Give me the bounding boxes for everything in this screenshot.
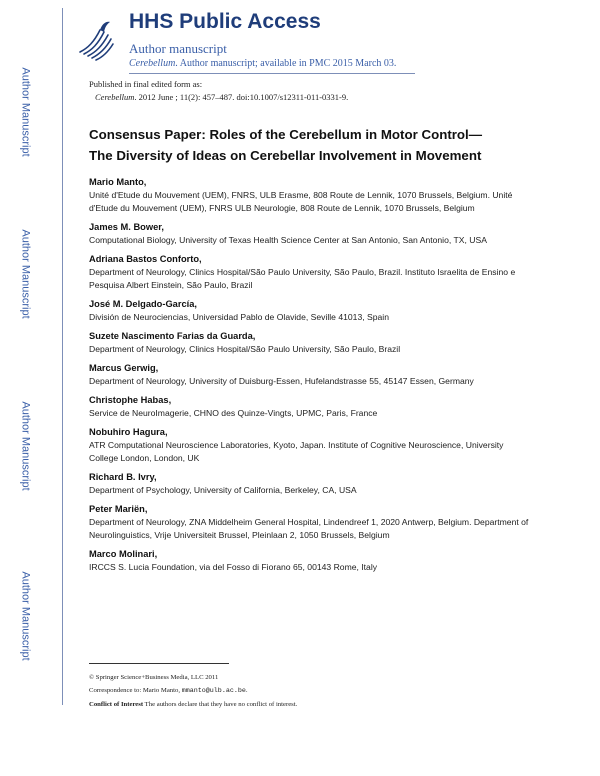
author-affiliation: Department of Neurology, University of Duisburg-Essen, Hufelandstrasse 55, 45147 Essen, Germany (89, 376, 474, 386)
author-entry: James M. Bower, Computational Biology, University of Texas Health Science Center at San Antonio, San Antonio, TX, USA (89, 221, 529, 247)
author-manuscript-subtitle: Author manuscript (129, 41, 227, 56)
author-affiliation: Department of Neurology, Clinics Hospital/São Paulo University, São Paulo, Brazil (89, 344, 401, 354)
author-affiliation: Department of Neurology, Clinics Hospital/São Paulo University, São Paulo, Brazil. Instituto Israelita de Ensino e Pesquisa Albert Einstein, São Paulo, Brazil (89, 267, 516, 290)
author-name: Peter Mariën (89, 504, 145, 514)
citation-details: . 2012 June ; 11(2): 457–487. doi:10.1007/s12311-011-0331-9. (134, 92, 349, 102)
sidebar-author-manuscript-label: Author Manuscript (20, 67, 33, 157)
sidebar-author-manuscript-label: Author Manuscript (20, 571, 33, 661)
author-name: Marcus Gerwig (89, 363, 156, 373)
author-name: Christophe Habas (89, 395, 169, 405)
hhs-public-access-title: HHS Public Access (129, 10, 321, 33)
copyright-notice: © Springer Science+Business Media, LLC 2011 (89, 674, 219, 681)
author-affiliation: Department of Neurology, ZNA Middelheim General Hospital, Lindendreef 1, 2020 Antwerp, Belgium. Department of Neurolinguistics, Vrije Universiteit Brussel, Pleinlaan 2, 1050 Brussels, Belgium (89, 517, 529, 540)
author-entry: Christophe Habas, Service de NeuroImagerie, CHNO des Quinze-Vingts, UPMC, Paris, France (89, 394, 529, 420)
conflict-text: The authors declare that they have no conflict of interest. (143, 701, 298, 708)
header-rule (129, 73, 415, 74)
sidebar-author-manuscript-label: Author Manuscript (20, 401, 33, 491)
conflict-of-interest (89, 698, 297, 711)
author-affiliation: Department of Psychology, University of California, Berkeley, CA, USA (89, 485, 357, 495)
correspondence-email[interactable]: mmanto@ulb.ac.be (181, 687, 246, 695)
paper-title-line: The Diversity of Ideas on Cerebellar Involvement in Movement (89, 148, 482, 163)
availability-line (129, 58, 396, 69)
availability-text: . Author manuscript; available in PMC 2015 March 03. (175, 58, 397, 69)
sidebar-divider (62, 8, 63, 705)
footnote-rule (89, 663, 229, 664)
author-name: Suzete Nascimento Farias da Guarda (89, 331, 253, 341)
paper-title-line: Consensus Paper: Roles of the Cerebellum in Motor Control— (89, 127, 483, 142)
correspondence-suffix: . (245, 687, 248, 694)
conflict-label: Conflict of Interest (89, 701, 144, 708)
sidebar-author-manuscript-label: Author Manuscript (20, 229, 33, 319)
author-affiliation: IRCCS S. Lucia Foundation, via del Fosso di Fiorano 65, 00143 Rome, Italy (89, 562, 378, 572)
author-entry: Marco Molinari, IRCCS S. Lucia Foundation, via del Fosso di Fiorano 65, 00143 Rome, Italy (89, 548, 529, 574)
author-entry: Marcus Gerwig, Department of Neurology, University of Duisburg-Essen, Hufelandstrasse 55, 45147 Essen, Germany (89, 362, 529, 388)
citation (89, 91, 348, 104)
author-name: José M. Delgado-García (89, 299, 195, 309)
author-name: Adriana Bastos Conforto (89, 254, 200, 264)
correspondence-prefix: Correspondence to: Mario Manto, (89, 687, 182, 694)
author-affiliation: Unité d'Etude du Mouvement (UEM), FNRS, ULB Erasme, 808 Route de Lennik, 1070 Brussels, Belgium. Unité d'Etude du Mouvement (UEM), FNRS ULB Neurologie, 808 Route de Lennik, 1070 Brussels, Belgium (89, 190, 513, 213)
published-label: Published in final edited form as: (89, 79, 203, 89)
author-entry: Adriana Bastos Conforto, Department of Neurology, Clinics Hospital/São Paulo University, São Paulo, Brazil. Instituto Israelita de Ensino e Pesquisa Albert Einstein, São Paulo, Brazil (89, 253, 529, 292)
author-entry: Suzete Nascimento Farias da Guarda, Department of Neurology, Clinics Hospital/São Paulo University, São Paulo, Brazil (89, 330, 529, 356)
paper-title (89, 124, 519, 166)
author-name: Mario Manto (89, 177, 144, 187)
author-entry: José M. Delgado-García, División de Neurociencias, Universidad Pablo de Olavide, Seville 41013, Spain (89, 298, 529, 324)
author-name: Nobuhiro Hagura (89, 427, 165, 437)
author-entry: Mario Manto, Unité d'Etude du Mouvement (UEM), FNRS, ULB Erasme, 808 Route de Lennik, 1070 Brussels, Belgium. Unité d'Etude du Mouvement (UEM), FNRS ULB Neurologie, 808 Route de Lennik, 1070 Brussels, Belgium (89, 176, 529, 215)
author-list (89, 176, 529, 580)
correspondence (89, 684, 297, 698)
author-name: James M. Bower (89, 222, 162, 232)
publication-info (89, 78, 348, 104)
footnotes (89, 671, 297, 711)
author-name: Richard B. Ivry (89, 472, 154, 482)
author-entry: Peter Mariën, Department of Neurology, ZNA Middelheim General Hospital, Lindendreef 1, 2020 Antwerp, Belgium. Department of Neurolinguistics, Vrije Universiteit Brussel, Pleinlaan 2, 1050 Brussels, Belgium (89, 504, 529, 540)
citation-journal: Cerebellum (95, 92, 135, 102)
author-affiliation: Service de NeuroImagerie, CHNO des Quinze-Vingts, UPMC, Paris, France (89, 408, 378, 418)
author-affiliation: Computational Biology, University of Texas Health Science Center at San Antonio, San Antonio, TX, USA (89, 235, 487, 245)
hhs-eagle-logo-icon (76, 18, 116, 62)
author-affiliation: División de Neurociencias, Universidad Pablo de Olavide, Seville 41013, Spain (89, 312, 389, 322)
author-entry: Richard B. Ivry, Department of Psychology, University of California, Berkeley, CA, USA (89, 471, 529, 497)
author-entry: Nobuhiro Hagura, ATR Computational Neuroscience Laboratories, Kyoto, Japan. Institute of Cognitive Neuroscience, University College London, London, UK (89, 426, 529, 465)
journal-name: Cerebellum (129, 58, 176, 69)
author-name: Marco Molinari (89, 549, 155, 559)
author-affiliation: ATR Computational Neuroscience Laboratories, Kyoto, Japan. Institute of Cognitive Neuroscience, University College London, London, UK (89, 440, 504, 463)
